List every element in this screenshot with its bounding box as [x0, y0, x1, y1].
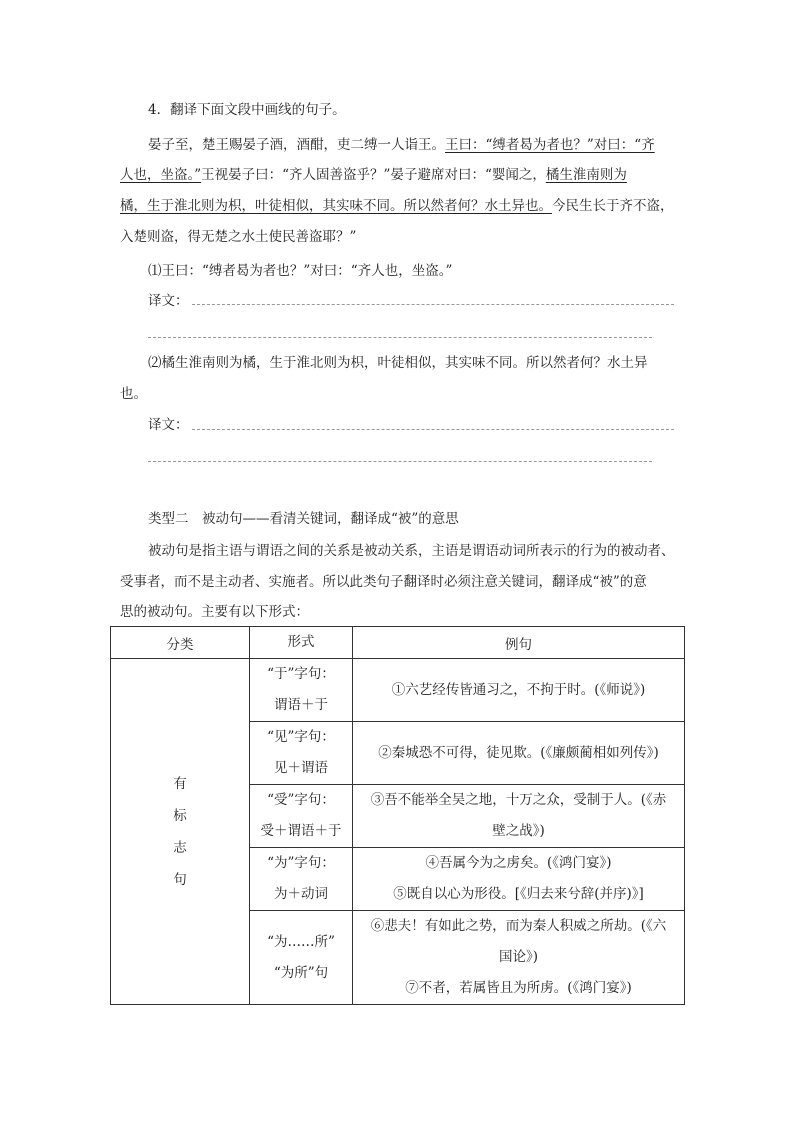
example-text: 壁之战》)	[492, 823, 545, 839]
category-char: 志	[173, 839, 187, 856]
form-pattern: “为所”句	[273, 964, 329, 981]
underlined-sentence: 王曰：“缚者曷为者也？”对曰：“齐	[445, 137, 655, 153]
answer-line[interactable]	[192, 304, 674, 305]
example-cell	[353, 659, 685, 722]
passive-forms-table	[110, 626, 685, 1005]
passage-line-2	[120, 161, 627, 189]
passage-line-4: 入楚则盗，得无楚之水土使民善盗耶？”	[120, 229, 357, 245]
answer-line[interactable]	[192, 429, 674, 430]
header-form: 形式	[250, 627, 353, 659]
form-pattern: 谓语＋于	[274, 697, 328, 713]
translate-label: 译文：	[148, 417, 189, 433]
underlined-sentence: 橘生淮南则为	[545, 167, 627, 183]
category-char: 标	[173, 807, 187, 824]
section-heading: 类型二 被动句——看清关键词，翻译成“被”的意思	[148, 511, 459, 527]
form-label: “受”字句：	[267, 792, 335, 808]
intro-line-2: 受事者，而不是主动者、实施者。所以此类句子翻译时必须注意关键词，翻译成“被”的意	[120, 574, 647, 590]
example-text: ⑤既自以心为形役。[《归去来兮辞(并序)》]	[393, 886, 644, 902]
example-text: ⑥悲夫！有如此之势，而为秦人积威之所劫。(《六	[370, 918, 667, 934]
header-example: 例句	[353, 627, 685, 659]
passage-line-3	[120, 192, 674, 220]
table-header-row	[111, 627, 685, 659]
header-category: 分类	[111, 627, 250, 659]
example-cell	[353, 785, 685, 848]
form-pattern: 受＋谓语＋于	[260, 823, 342, 839]
passage-line-1	[148, 131, 655, 159]
form-label: “于”字句：	[267, 666, 335, 682]
answer-line[interactable]	[148, 461, 652, 462]
example-cell	[353, 848, 685, 911]
answer-line[interactable]	[148, 337, 652, 338]
example-text: 国论》)	[498, 949, 539, 965]
category-char: 有	[173, 775, 187, 792]
example-cell	[353, 722, 685, 785]
underlined-sentence: 人也，坐盗。”	[120, 167, 202, 183]
form-label: “见”字句：	[267, 729, 335, 745]
sub-question-1: ⑴王曰：“缚者曷为者也？”对曰：“齐人也，坐盗。”	[148, 263, 453, 279]
question-title: 4．翻译下面文段中画线的句子。	[148, 102, 346, 118]
form-cell	[250, 848, 353, 911]
table-row	[111, 659, 685, 722]
intro-line-1: 被动句是指主语与谓语之间的关系是被动关系，主语是谓语动词所表示的行为的被动者、	[148, 543, 675, 559]
form-cell	[250, 785, 353, 848]
form-pattern: 为＋动词	[274, 886, 328, 902]
category-char: 句	[173, 871, 187, 888]
example-text: ④吾属今为之虏矣。(《鸿门宴》)	[425, 855, 612, 871]
form-pattern: 见＋谓语	[274, 760, 328, 776]
example-text: ②秦城恐不可得，徒见欺。(《廉颇蔺相如列传》)	[378, 744, 659, 761]
example-text: ③吾不能举全吴之地，十万之众，受制于人。(《赤	[370, 792, 667, 808]
example-text: ⑦不者，若属皆且为所虏。(《鸿门宴》)	[405, 980, 632, 996]
form-label: “为”字句：	[267, 855, 335, 871]
underlined-sentence: 橘，生于淮北则为枳，叶徒相似，其实味不同。所以然者何？水土异也。	[120, 198, 552, 214]
sub-question-2: ⑵橘生淮南则为橘，生于淮北则为枳，叶徒相似，其实味不同。所以然者何？水土异	[148, 355, 648, 371]
form-label: “为……所”	[267, 933, 335, 950]
intro-line-3: 思的被动句。主要有以下形式：	[120, 604, 309, 620]
form-cell	[250, 722, 353, 785]
example-cell	[353, 911, 685, 1005]
form-cell	[250, 911, 353, 1005]
example-text: ①六艺经传皆通习之，不拘于时。(《师说》)	[391, 681, 646, 698]
passage-text: 今民生长于齐不盗，	[552, 198, 674, 214]
passage-text: 晏子至，楚王赐晏子酒，酒酣，吏二缚一人诣王。	[148, 137, 445, 153]
form-cell	[250, 659, 353, 722]
category-cell	[111, 659, 250, 1005]
sub-question-2-cont: 也。	[120, 386, 147, 402]
passage-text: 王视晏子曰：“齐人固善盗乎？”晏子避席对曰：“婴闻之，	[201, 167, 546, 183]
translate-label: 译文：	[148, 293, 189, 309]
